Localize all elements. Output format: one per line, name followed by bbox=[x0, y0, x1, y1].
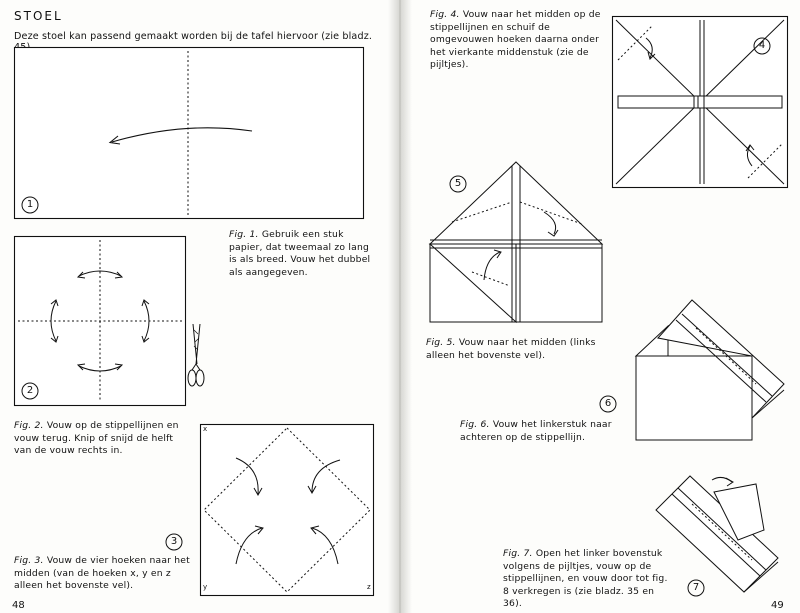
right-page-number: 49 bbox=[771, 600, 784, 611]
fig2-diagram bbox=[14, 236, 186, 406]
fig7-number: 7 bbox=[692, 582, 700, 593]
corner-label-y: y bbox=[203, 583, 208, 591]
fig4-number: 4 bbox=[758, 40, 766, 51]
fig7-text: Open het linker bovenstuk volgens de pijltjes, vouw op de stippellijnen, en vouw door tot fig. 8 verkregen is (zie bladz. 35 en 36). bbox=[503, 548, 668, 610]
fig1-caption bbox=[229, 229, 379, 279]
fig5-diagram bbox=[426, 160, 606, 324]
fig5-text: Vouw naar het midden (links alleen het bovenste vel). bbox=[426, 337, 596, 361]
fig3-text: Vouw de vier hoeken naar het midden (van de hoeken x, y en z alleen het bovenste vel). bbox=[14, 555, 190, 592]
fig6-number: 6 bbox=[604, 398, 612, 409]
corner-label-z: z bbox=[367, 583, 371, 591]
fig6-diagram bbox=[632, 298, 792, 442]
fig4-text: Vouw naar het midden op de stippellijnen en schuif de omgevouwen hoeken daarna onder het vierkante middenstuk (zie de pijltjes). bbox=[430, 9, 601, 71]
fig4-caption bbox=[430, 9, 602, 72]
page-title: STOEL bbox=[14, 9, 63, 23]
left-page-number: 48 bbox=[12, 600, 25, 611]
book-gutter bbox=[388, 0, 412, 613]
fig5-number: 5 bbox=[454, 178, 462, 189]
fig5-caption bbox=[426, 337, 596, 362]
scissors-icon bbox=[186, 320, 206, 396]
fig6-label: Fig. 6. bbox=[460, 419, 490, 430]
fig3-number: 3 bbox=[170, 536, 178, 547]
fig4-label: Fig. 4. bbox=[430, 9, 460, 20]
fig7-label: Fig. 7. bbox=[503, 548, 533, 559]
fig6-caption bbox=[460, 419, 620, 444]
fig2-caption bbox=[14, 420, 192, 458]
fig7-caption bbox=[503, 548, 675, 611]
fig2-label: Fig. 2. bbox=[14, 420, 44, 431]
fig3-label: Fig. 3. bbox=[14, 555, 44, 566]
fig1-text: Gebruik een stuk papier, dat tweemaal zo lang is als breed. Vouw het dubbel als aangegeven. bbox=[229, 229, 371, 278]
intro-text: Deze stoel kan passend gemaakt worden bij de tafel hiervoor (zie bladz. bbox=[14, 31, 373, 42]
fig2-text: Vouw op de stippellijnen en vouw terug. Knip of snijd de helft van de vouw rechts in. bbox=[14, 420, 179, 457]
fig5-label: Fig. 5. bbox=[426, 337, 456, 348]
fig1-number: 1 bbox=[26, 199, 34, 210]
fig1-label: Fig. 1. bbox=[229, 229, 259, 240]
fig3-diagram bbox=[200, 424, 374, 596]
corner-label-x: x bbox=[203, 425, 208, 433]
fig6-text: Vouw het linkerstuk naar achteren op de stippellijn. bbox=[460, 419, 612, 443]
fig2-number: 2 bbox=[26, 385, 34, 396]
fig1-diagram bbox=[14, 47, 364, 219]
fig3-caption bbox=[14, 555, 194, 593]
